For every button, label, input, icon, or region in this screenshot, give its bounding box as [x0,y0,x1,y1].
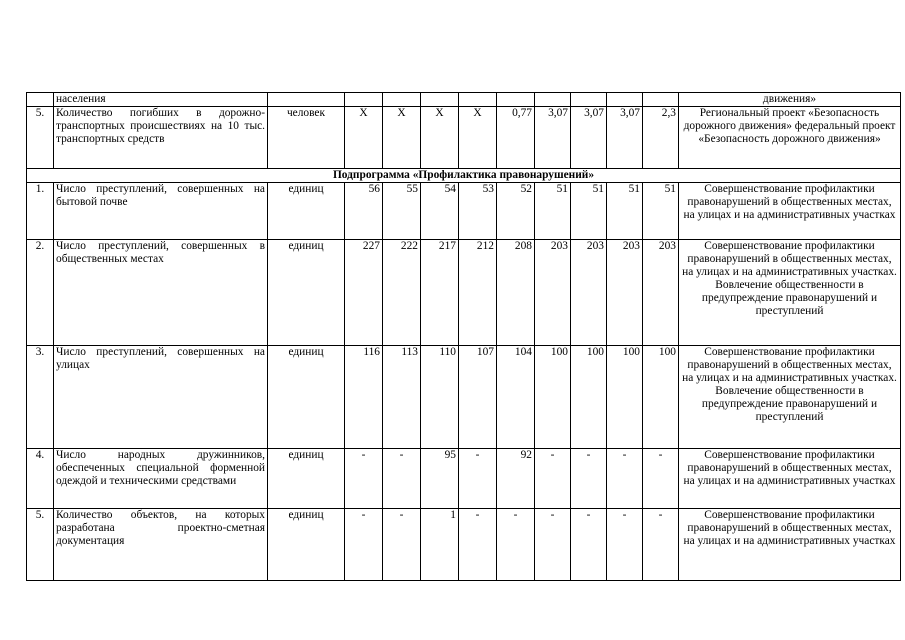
value-cell [643,93,679,107]
value-cell: Х [345,107,383,169]
row-unit: единиц [268,449,345,509]
row-indicator-name: Число преступлений, совершенных на бытовой почве [54,183,268,240]
row-note: Совершенствование профилактики правонарушений в общественных местах, на улицах и на административных участках. Вовлечение общественности в предупреждение правонарушений и преступлений [679,240,901,346]
value-cell: - [607,449,643,509]
value-cell: 203 [571,240,607,346]
value-cell [607,93,643,107]
value-cell: 203 [535,240,571,346]
value-cell: 54 [421,183,459,240]
value-cell: 208 [497,240,535,346]
value-cell: 203 [643,240,679,346]
table-row [27,240,901,346]
row-note: Совершенствование профилактики правонарушений в общественных местах, на улицах и на административных участках. Вовлечение общественности в предупреждение правонарушений и преступлений [679,346,901,449]
value-cell: Х [459,107,497,169]
subprogram-title: Подпрограмма «Профилактика правонарушений» [27,169,901,183]
value-cell: 0,77 [497,107,535,169]
row-number: 1. [27,183,54,240]
value-cell [345,93,383,107]
value-cell: 116 [345,346,383,449]
value-cell: 52 [497,183,535,240]
table-row [27,449,901,509]
row-unit: единиц [268,240,345,346]
value-cell: - [459,449,497,509]
value-cell: 110 [421,346,459,449]
value-cell: 203 [607,240,643,346]
value-cell: - [535,449,571,509]
value-cell: Х [421,107,459,169]
value-cell: - [607,509,643,581]
subprogram-header-row [27,169,901,183]
value-cell: 100 [571,346,607,449]
row-indicator-name: Количество погибших в дорожно-транспортных происшествиях на 10 тыс. транспортных средств [54,107,268,169]
row-indicator-name: Число преступлений, совершенных в общественных местах [54,240,268,346]
row-unit [268,93,345,107]
row-indicator-name: Количество объектов, на которых разработана проектно-сметная документация [54,509,268,581]
value-cell: 51 [607,183,643,240]
value-cell: - [643,449,679,509]
row-note: Совершенствование профилактики правонарушений в общественных местах, на улицах и на административных участках [679,449,901,509]
value-cell: 3,07 [571,107,607,169]
row-indicator-name: Число преступлений, совершенных на улицах [54,346,268,449]
row-unit: человек [268,107,345,169]
row-indicator-name: населения [54,93,268,107]
value-cell: 51 [571,183,607,240]
row-number: 2. [27,240,54,346]
value-cell: - [643,509,679,581]
value-cell: 100 [535,346,571,449]
value-cell [535,93,571,107]
row-number: 3. [27,346,54,449]
value-cell: - [383,449,421,509]
row-note: движения» [679,93,901,107]
table-row [27,509,901,581]
table-row [27,346,901,449]
value-cell: 3,07 [535,107,571,169]
row-note: Совершенствование профилактики правонарушений в общественных местах, на улицах и на административных участках [679,183,901,240]
value-cell: 51 [535,183,571,240]
value-cell [497,93,535,107]
table-row-road-deaths [27,107,901,169]
indicators-table [26,92,901,581]
value-cell: - [459,509,497,581]
value-cell: 53 [459,183,497,240]
value-cell: - [497,509,535,581]
value-cell: 107 [459,346,497,449]
row-number [27,93,54,107]
table-row [27,183,901,240]
value-cell: 100 [607,346,643,449]
value-cell: 222 [383,240,421,346]
value-cell: 92 [497,449,535,509]
value-cell: - [383,509,421,581]
value-cell: 1 [421,509,459,581]
value-cell: 95 [421,449,459,509]
value-cell: 104 [497,346,535,449]
value-cell: 3,07 [607,107,643,169]
value-cell [383,93,421,107]
row-note: Региональный проект «Безопасность дорожного движения» федеральный проект «Безопасность дорожного движения» [679,107,901,169]
value-cell: - [535,509,571,581]
value-cell: - [571,509,607,581]
value-cell [421,93,459,107]
row-number: 5. [27,107,54,169]
value-cell: - [345,509,383,581]
row-indicator-name: Число народных дружинников, обеспеченных специальной форменной одеждой и техническими средствами [54,449,268,509]
row-unit: единиц [268,346,345,449]
value-cell: 100 [643,346,679,449]
value-cell [459,93,497,107]
row-number: 5. [27,509,54,581]
value-cell: 2,3 [643,107,679,169]
value-cell: - [345,449,383,509]
value-cell: 56 [345,183,383,240]
row-unit: единиц [268,509,345,581]
table-row-top [27,93,901,107]
value-cell: 212 [459,240,497,346]
value-cell [571,93,607,107]
value-cell: - [571,449,607,509]
value-cell: 55 [383,183,421,240]
value-cell: 51 [643,183,679,240]
row-unit: единиц [268,183,345,240]
value-cell: 113 [383,346,421,449]
value-cell: 217 [421,240,459,346]
value-cell: Х [383,107,421,169]
value-cell: 227 [345,240,383,346]
row-number: 4. [27,449,54,509]
row-note: Совершенствование профилактики правонарушений в общественных местах, на улицах и на административных участках [679,509,901,581]
